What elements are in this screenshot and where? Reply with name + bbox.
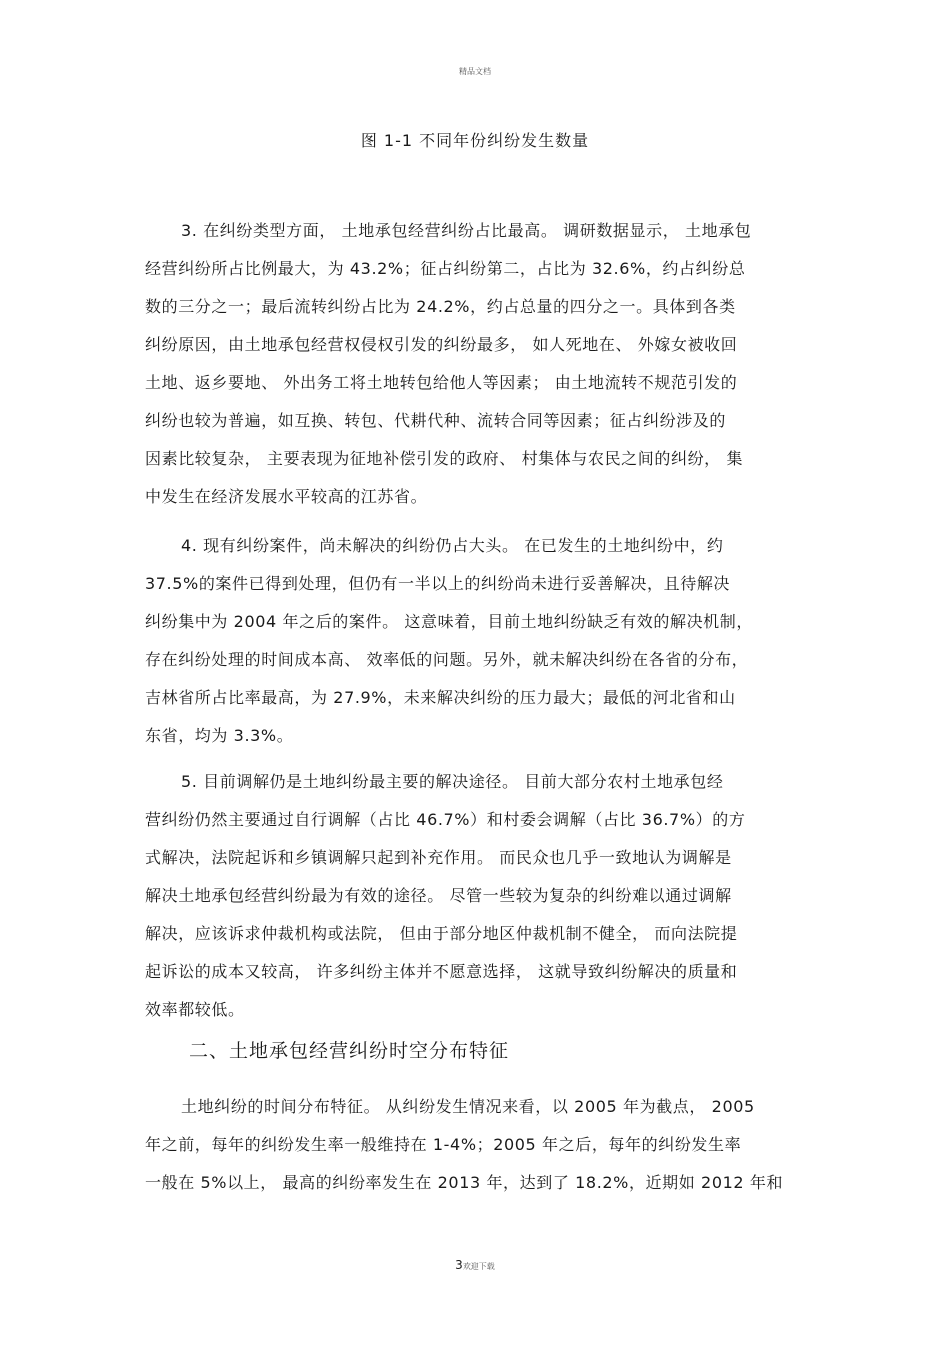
paragraph-line: 年之前，每年的纠纷发生率一般维持在 1-4%；2005 年之后，每年的纠纷发生率 — [145, 1135, 742, 1154]
paragraph-line: 5. 目前调解仍是土地纠纷最主要的解决途径。 目前大部分农村土地承包经 — [181, 772, 724, 791]
paragraph-line: 吉林省所占比率最高，为 27.9%，未来解决纠纷的压力最大；最低的河北省和山 — [145, 688, 736, 707]
paragraph-line: 土地、返乡要地、 外出务工将土地转包给他人等因素； 由土地流转不规范引发的 — [145, 373, 738, 392]
paragraph-line: 4. 现有纠纷案件，尚未解决的纠纷仍占大头。 在已发生的土地纠纷中，约 — [181, 536, 724, 555]
paragraph-line: 数的三分之一；最后流转纠纷占比为 24.2%，约占总量的四分之一。具体到各类 — [145, 297, 736, 316]
paragraph-line: 存在纠纷处理的时间成本高、 效率低的问题。另外，就未解决纠纷在各省的分布， — [145, 650, 749, 669]
page-footer — [0, 1258, 950, 1272]
paragraph-line: 营纠纷仍然主要通过自行调解（占比 46.7%）和村委会调解（占比 36.7%）的方 — [145, 810, 746, 829]
figure-caption: 图 1-1 不同年份纠纷发生数量 — [360, 131, 590, 150]
paragraph-line: 解决土地承包经营纠纷最为有效的途径。 尽管一些较为复杂的纠纷难以通过调解 — [145, 886, 732, 905]
paragraph-line: 因素比较复杂， 主要表现为征地补偿引发的政府、 村集体与农民之间的纠纷， 集 — [145, 449, 744, 468]
paragraph-line: 纠纷集中为 2004 年之后的案件。 这意味着，目前土地纠纷缺乏有效的解决机制， — [145, 612, 753, 631]
paragraph-line: 经营纠纷所占比例最大，为 43.2%；征占纠纷第二，占比为 32.6%，约占纠纷总 — [145, 259, 746, 278]
paragraph-line: 3. 在纠纷类型方面， 土地承包经营纠纷占比最高。 调研数据显示， 土地承包 — [181, 221, 752, 240]
paragraph-line: 式解决，法院起诉和乡镇调解只起到补充作用。 而民众也几乎一致地认为调解是 — [145, 848, 732, 867]
paragraph-line: 起诉讼的成本又较高， 许多纠纷主体并不愿意选择， 这就导致纠纷解决的质量和 — [145, 962, 738, 981]
paragraph-line: 37.5%的案件已得到处理，但仍有一半以上的纠纷尚未进行妥善解决，且待解决 — [145, 574, 731, 593]
paragraph-line: 效率都较低。 — [145, 1000, 245, 1019]
section-paragraph — [145, 1088, 815, 1202]
page-number: 3 — [455, 1258, 463, 1272]
paragraph-4 — [145, 527, 815, 755]
paragraph-3 — [145, 212, 815, 516]
paragraph-line: 土地纠纷的时间分布特征。 从纠纷发生情况来看，以 2005 年为截点， 2005 — [181, 1097, 755, 1116]
footer-mark: 欢迎下载 — [462, 1262, 495, 1271]
section-heading: 二、土地承包经营纠纷时空分布特征 — [189, 1040, 510, 1062]
paragraph-5 — [145, 763, 815, 1029]
paragraph-line: 东省，均为 3.3%。 — [145, 726, 294, 745]
paragraph-line: 解决，应该诉求仲裁机构或法院， 但由于部分地区仲裁机制不健全， 而向法院提 — [145, 924, 738, 943]
paragraph-line: 纠纷原因，由土地承包经营权侵权引发的纠纷最多， 如人死地在、 外嫁女被收回 — [145, 335, 738, 354]
page-header-mark: 精品文档 — [459, 67, 491, 76]
paragraph-line: 中发生在经济发展水平较高的江苏省。 — [145, 487, 428, 506]
paragraph-line: 纠纷也较为普遍，如互换、转包、代耕代种、流转合同等因素；征占纠纷涉及的 — [145, 411, 727, 430]
paragraph-line: 一般在 5%以上， 最高的纠纷率发生在 2013 年，达到了 18.2%，近期如 2012 年和 — [145, 1173, 784, 1192]
